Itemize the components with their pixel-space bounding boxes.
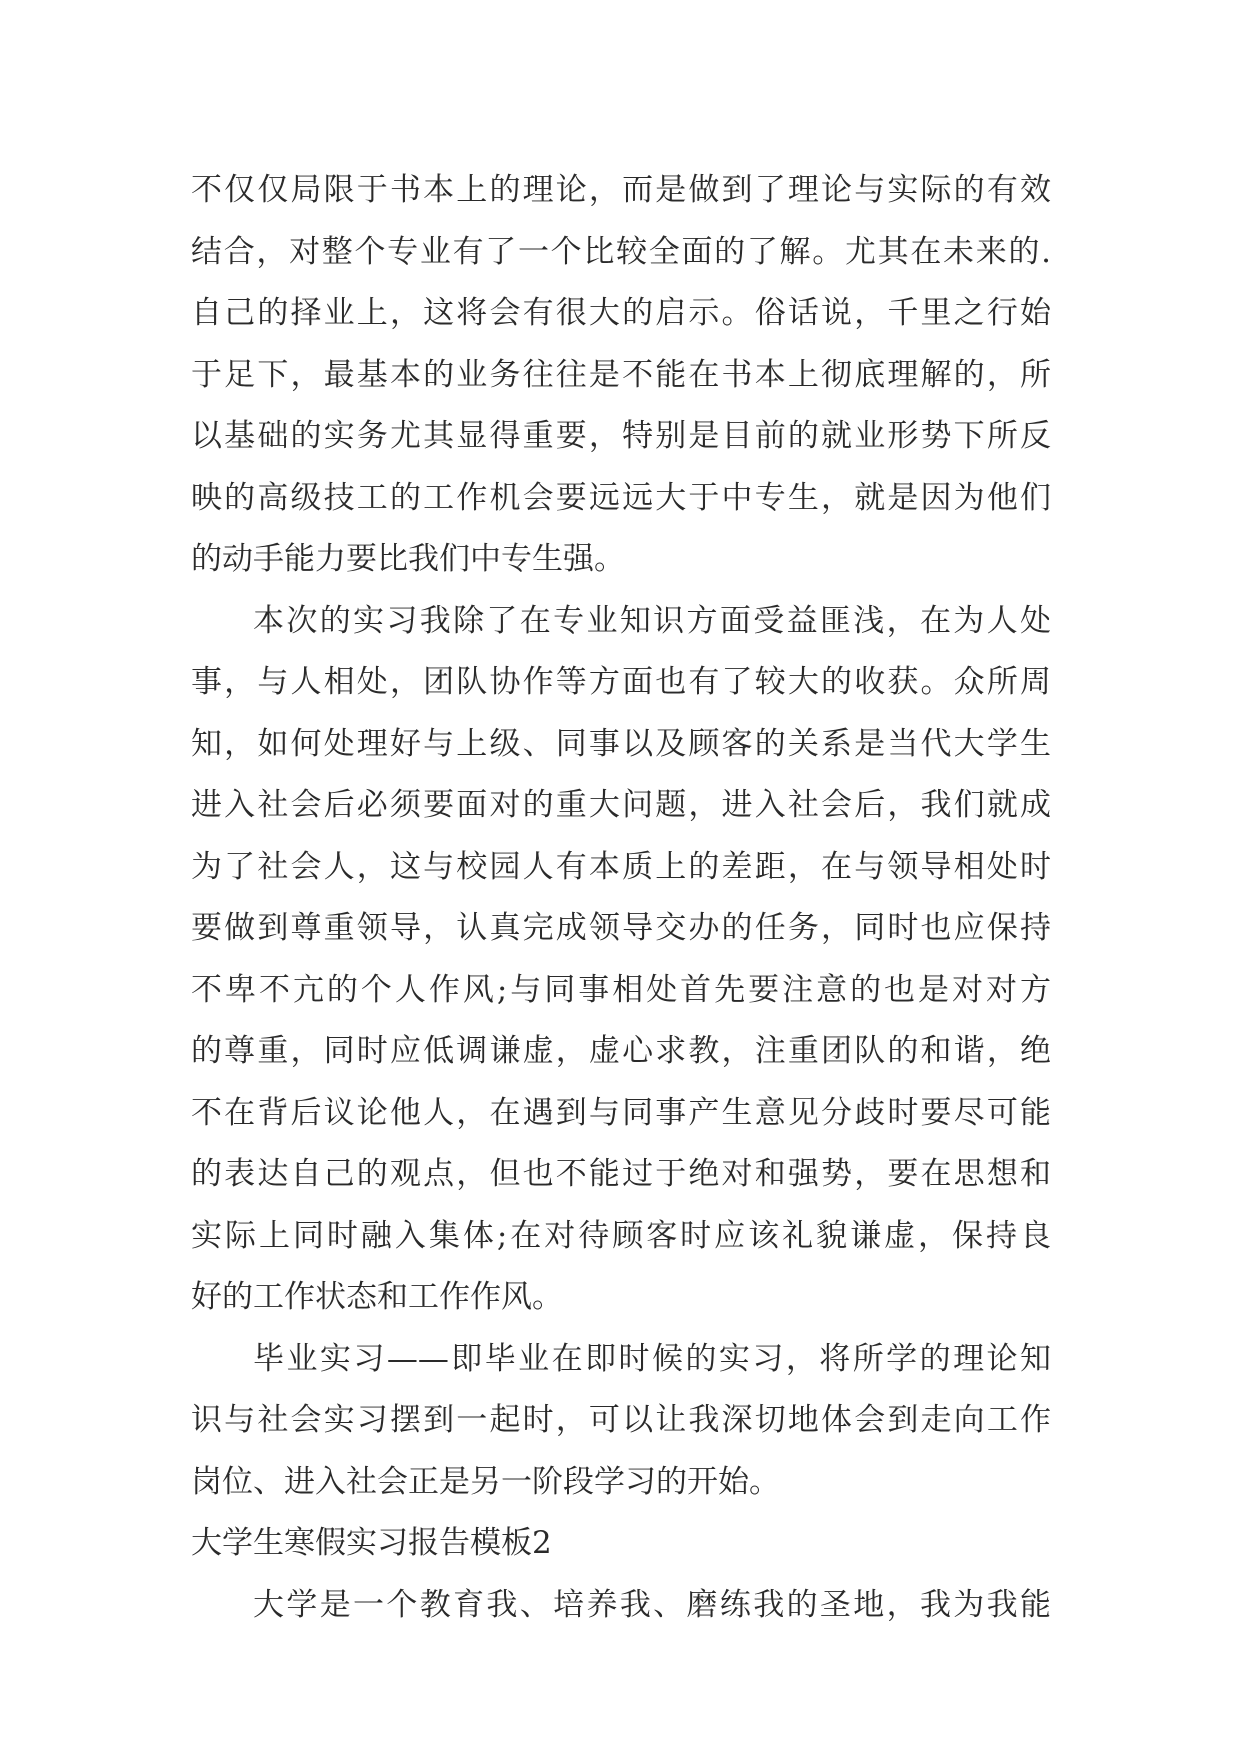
document-body — [191, 160, 1051, 1636]
paragraph-line: 好的工作状态和工作作风。 — [191, 1279, 563, 1315]
paragraph-line: 结合，对整个专业有了一个比较全面的了解。尤其在未来的. — [191, 233, 1051, 270]
paragraph-line: 要做到尊重领导，认真完成领导交办的任务，同时也应保持 — [191, 910, 1051, 946]
section-heading: 大学生寒假实习报告模板2 — [191, 1525, 552, 1561]
paragraph-line: 的动手能力要比我们中专生强。 — [191, 541, 625, 577]
paragraph-line: 知，如何处理好与上级、同事以及顾客的关系是当代大学生 — [191, 725, 1051, 762]
paragraph-line: 进入社会后必须要面对的重大问题，进入社会后，我们就成 — [191, 787, 1051, 823]
paragraph-line: 的尊重，同时应低调谦虚，虚心求教，注重团队的和谐，绝 — [191, 1033, 1051, 1069]
paragraph-line: 为了社会人，这与校园人有本质上的差距，在与领导相处时 — [191, 848, 1051, 885]
paragraph-line: 识与社会实习摆到一起时，可以让我深切地体会到走向工作 — [191, 1402, 1051, 1438]
paragraph-line: 岗位、进入社会正是另一阶段学习的开始。 — [191, 1463, 780, 1500]
paragraph-line: 不卑不亢的个人作风;与同事相处首先要注意的也是对对方 — [191, 971, 1051, 1008]
paragraph-line: 实际上同时融入集体;在对待顾客时应该礼貌谦虚，保持良 — [191, 1217, 1051, 1254]
paragraph-line: 于足下，最基本的业务往往是不能在书本上彻底理解的，所 — [191, 356, 1051, 393]
paragraph-line: 事，与人相处，团队协作等方面也有了较大的收获。众所周 — [191, 664, 1051, 700]
paragraph-line: 以基础的实务尤其显得重要，特别是目前的就业形势下所反 — [191, 418, 1051, 454]
paragraph-line: 不仅仅局限于书本上的理论，而是做到了理论与实际的有效 — [191, 172, 1051, 208]
paragraph-line: 映的高级技工的工作机会要远远大于中专生，就是因为他们 — [191, 479, 1051, 516]
paragraph-line: 自己的择业上，这将会有很大的启示。俗话说，千里之行始 — [191, 295, 1051, 331]
paragraph-line: 的表达自己的观点，但也不能过于绝对和强势，要在思想和 — [191, 1156, 1051, 1192]
paragraph-line: 大学是一个教育我、培养我、磨练我的圣地，我为我能 — [253, 1586, 1051, 1623]
paragraph-line: 本次的实习我除了在专业知识方面受益匪浅，在为人处 — [253, 602, 1051, 639]
paragraph-line: 不在背后议论他人，在遇到与同事产生意见分歧时要尽可能 — [191, 1094, 1051, 1131]
paragraph-line: 毕业实习——即毕业在即时候的实习，将所学的理论知 — [253, 1340, 1051, 1377]
